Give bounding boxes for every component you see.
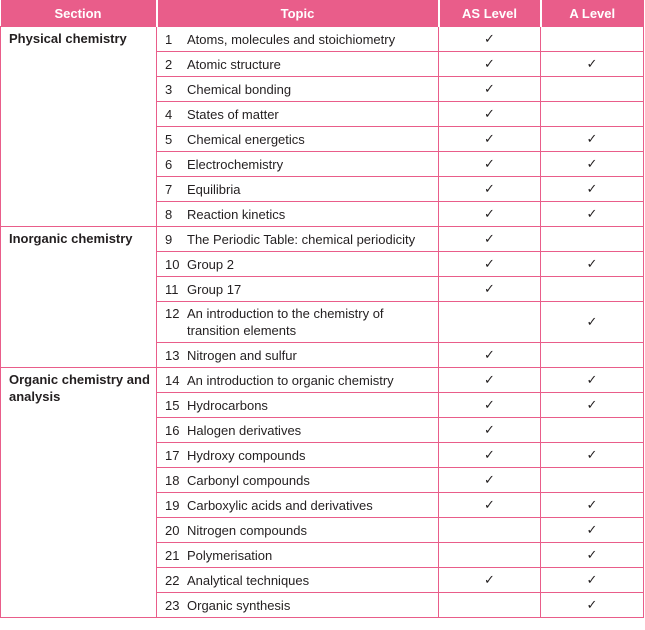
as-level-check-icon [439,302,541,343]
topic-number: 3 [165,81,173,97]
as-level-check-icon: ✓ [439,102,541,127]
topic-cell [157,102,439,127]
topic-cell [157,418,439,443]
topic-cell [157,202,439,227]
as-level-check-icon: ✓ [439,468,541,493]
topic-cell [157,152,439,177]
topic-cell [157,127,439,152]
topic-cell [157,368,439,393]
topic-number: 18 [165,472,180,488]
a-level-check-icon: ✓ [541,152,644,177]
topic-wrap [165,398,434,413]
a-level-check-icon: ✓ [541,393,644,418]
as-level-check-icon: ✓ [439,252,541,277]
topic-number: 2 [165,56,173,72]
topic-number: 19 [165,497,180,513]
topic-wrap [165,348,434,363]
topic-wrap [165,132,434,147]
topic-number: 9 [165,231,173,247]
topic-title: Equilibria [187,181,241,197]
as-level-check-icon: ✓ [439,343,541,368]
topic-title: Group 17 [187,281,242,297]
a-level-check-icon: ✓ [541,252,644,277]
topic-number: 17 [165,447,180,463]
topic-cell [157,468,439,493]
as-level-check-icon [439,543,541,568]
topic-cell [157,302,439,343]
a-level-check-icon: ✓ [541,202,644,227]
topic-wrap [165,598,434,613]
topic-wrap [165,232,434,247]
topic-title: Carboxylic acids and derivatives [187,497,373,513]
as-level-check-icon: ✓ [439,202,541,227]
topic-number: 23 [165,597,180,613]
a-level-check-icon: ✓ [541,568,644,593]
topic-number: 11 [165,281,179,297]
topic-number: 6 [165,156,173,172]
topic-wrap [165,373,434,388]
topic-wrap [165,257,434,272]
table-row [1,227,644,252]
topic-cell [157,277,439,302]
topic-cell [157,27,439,52]
topic-title: Chemical energetics [187,131,305,147]
topic-title: Hydroxy compounds [187,447,306,463]
topic-cell [157,493,439,518]
as-level-check-icon: ✓ [439,77,541,102]
topic-cell [157,77,439,102]
topic-title: Carbonyl compounds [187,472,310,488]
topic-number: 14 [165,372,180,388]
topic-wrap [165,523,434,538]
as-level-check-icon: ✓ [439,393,541,418]
topic-number: 22 [165,572,180,588]
section-name: Physical chemistry [1,27,157,227]
topic-cell [157,343,439,368]
a-level-check-icon: ✓ [541,493,644,518]
topic-cell [157,518,439,543]
as-level-check-icon [439,593,541,618]
topic-title: Nitrogen compounds [187,522,307,538]
a-level-check-icon: ✓ [541,593,644,618]
a-level-check-icon: ✓ [541,52,644,77]
table-body [1,27,644,618]
topic-number: 7 [165,181,173,197]
a-level-check-icon [541,27,644,52]
topic-wrap [165,423,434,438]
header-row [1,0,644,27]
a-level-check-icon: ✓ [541,127,644,152]
as-level-check-icon [439,518,541,543]
topic-number: 16 [165,422,180,438]
a-level-check-icon [541,277,644,302]
topic-title: Group 2 [187,256,234,272]
topic-cell [157,52,439,77]
header-a-level: A Level [541,0,644,27]
topic-cell [157,443,439,468]
topic-title: Atomic structure [187,56,281,72]
as-level-check-icon: ✓ [439,177,541,202]
as-level-check-icon: ✓ [439,152,541,177]
topic-wrap [165,473,434,488]
topic-title: Chemical bonding [187,81,292,97]
a-level-check-icon: ✓ [541,368,644,393]
topic-title: States of matter [187,106,279,122]
topic-cell [157,568,439,593]
a-level-check-icon [541,102,644,127]
as-level-check-icon: ✓ [439,368,541,393]
header-section: Section [1,0,157,27]
section-name: Organic chemistry and analysis [1,368,157,618]
topic-number: 15 [165,397,180,413]
topic-title: Electrochemistry [187,156,284,172]
topic-title: Polymerisation [187,547,273,563]
topic-number: 1 [165,31,173,47]
as-level-check-icon: ✓ [439,443,541,468]
as-level-check-icon: ✓ [439,127,541,152]
topic-title: An introduction to organic chemistry [187,372,394,388]
topic-wrap [165,498,434,513]
topic-cell [157,543,439,568]
topic-title: The Periodic Table: chemical periodicity [187,231,416,247]
topic-number: 8 [165,206,173,222]
a-level-check-icon: ✓ [541,443,644,468]
table-row [1,368,644,393]
topic-cell [157,252,439,277]
topic-wrap [165,305,434,339]
as-level-check-icon: ✓ [439,493,541,518]
topic-wrap [165,573,434,588]
topic-wrap [165,32,434,47]
topic-title: Nitrogen and sulfur [187,347,297,363]
topic-number: 4 [165,106,173,122]
a-level-check-icon [541,227,644,252]
topic-number: 12 [165,306,180,321]
as-level-check-icon: ✓ [439,227,541,252]
topic-wrap [165,157,434,172]
as-level-check-icon: ✓ [439,418,541,443]
topic-title: Analytical techniques [187,572,310,588]
a-level-check-icon: ✓ [541,177,644,202]
topic-wrap [165,207,434,222]
topic-title: Halogen derivatives [187,422,302,438]
topic-number: 21 [165,547,180,563]
topic-wrap [165,57,434,72]
topic-cell [157,227,439,252]
topic-number: 13 [165,347,180,363]
a-level-check-icon: ✓ [541,302,644,343]
header-as-level: AS Level [439,0,541,27]
topic-title: Atoms, molecules and stoichiometry [187,31,396,47]
a-level-check-icon [541,77,644,102]
a-level-check-icon: ✓ [541,543,644,568]
table-row [1,27,644,52]
topic-number: 10 [165,256,180,272]
topic-wrap [165,548,434,563]
topic-title: Reaction kinetics [187,206,286,222]
topic-wrap [165,82,434,97]
topic-title: An introduction to the chemistry of transition elements [187,306,384,338]
as-level-check-icon: ✓ [439,277,541,302]
topic-number: 5 [165,131,173,147]
header-topic: Topic [157,0,439,27]
topic-cell [157,593,439,618]
topic-wrap [165,282,434,297]
topic-title: Hydrocarbons [187,397,268,413]
as-level-check-icon: ✓ [439,52,541,77]
as-level-check-icon: ✓ [439,27,541,52]
a-level-check-icon [541,343,644,368]
section-name: Inorganic chemistry [1,227,157,368]
topic-wrap [165,448,434,463]
a-level-check-icon [541,418,644,443]
topic-cell [157,177,439,202]
topic-wrap [165,107,434,122]
topic-title: Organic synthesis [187,597,291,613]
a-level-check-icon [541,468,644,493]
topic-cell [157,393,439,418]
as-level-check-icon: ✓ [439,568,541,593]
topic-number: 20 [165,522,180,538]
topic-wrap [165,182,434,197]
a-level-check-icon: ✓ [541,518,644,543]
